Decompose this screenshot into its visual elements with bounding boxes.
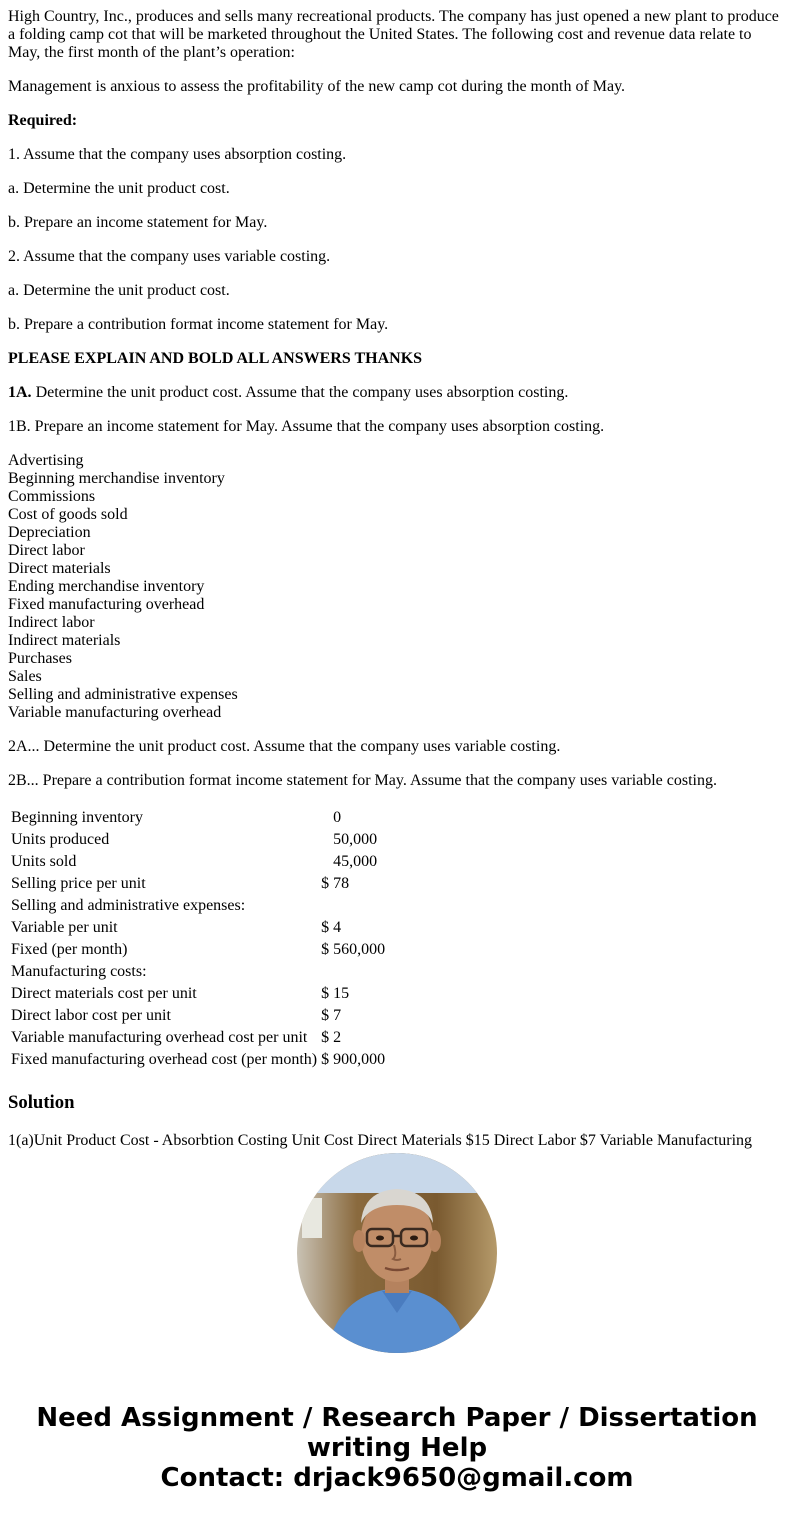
row-currency [320, 808, 330, 828]
list-item: Cost of goods sold [8, 506, 128, 523]
question-1a: 1A. Determine the unit product cost. Assume that the company uses absorption costing. [8, 384, 569, 401]
row-value: 78 [333, 875, 350, 892]
list-item: Beginning merchandise inventory [8, 470, 225, 487]
list-item: Advertising [8, 452, 84, 469]
list-item: Direct labor [8, 542, 85, 559]
list-item: Commissions [8, 488, 96, 505]
table-row [10, 874, 386, 894]
row-currency [320, 896, 330, 916]
row-currency [320, 852, 330, 872]
row-value: 15 [333, 985, 350, 1002]
author-avatar [297, 1153, 497, 1353]
requirement-1a: a. Determine the unit product cost. [8, 180, 230, 197]
row-currency [320, 962, 330, 982]
row-label: Beginning inventory [11, 809, 143, 826]
requirement-1: 1. Assume that the company uses absorption costing. [8, 146, 347, 163]
promo-line-1: Need Assignment / Research Paper / Dissertation [36, 1403, 758, 1433]
question-2a: 2A... Determine the unit product cost. Assume that the company uses variable costing. [8, 738, 561, 755]
solution-heading: Solution [8, 1092, 75, 1113]
row-currency: $ [321, 985, 330, 1002]
row-currency: $ [321, 941, 330, 958]
please-note: PLEASE EXPLAIN AND BOLD ALL ANSWERS THANKS [8, 350, 423, 367]
row-label: Direct materials cost per unit [11, 985, 197, 1002]
row-currency [320, 830, 330, 850]
row-value: 50,000 [333, 831, 378, 848]
row-value: 900,000 [333, 1051, 386, 1068]
list-item: Depreciation [8, 524, 91, 541]
table-row [10, 830, 386, 850]
requirement-1b: b. Prepare an income statement for May. [8, 214, 268, 231]
table-row [10, 1006, 386, 1026]
cost-data-table [8, 806, 388, 1072]
row-currency: $ [321, 1051, 330, 1068]
row-value: 2 [333, 1029, 342, 1046]
row-label: Variable manufacturing overhead cost per unit [11, 1029, 308, 1046]
list-item: Ending merchandise inventory [8, 578, 205, 595]
list-item: Selling and administrative expenses [8, 686, 238, 703]
list-item: Indirect labor [8, 614, 95, 631]
table-row [10, 1028, 386, 1048]
intro-paragraph: High Country, Inc., produces and sells many recreational products. The company has just opened a new plant to produce a folding camp cot that will be marketed throughout the United States. The following cost and revenue data relate to May, the first month of the plant’s operation: [8, 8, 779, 61]
table-row [10, 962, 386, 982]
question-2b: 2B... Prepare a contribution format income statement for May. Assume that the company uses variable costing. [8, 772, 717, 789]
question-1b: 1B. Prepare an income statement for May. Assume that the company uses absorption costing. [8, 418, 605, 435]
list-item: Purchases [8, 650, 72, 667]
row-currency: $ [321, 1007, 330, 1024]
list-item: Sales [8, 668, 42, 685]
row-label: Variable per unit [11, 919, 118, 936]
row-value: 7 [333, 1007, 342, 1024]
row-label: Units produced [11, 831, 110, 848]
account-list [8, 452, 786, 722]
promo-banner [0, 1403, 794, 1493]
row-value: 560,000 [333, 941, 386, 958]
row-label: Manufacturing costs: [11, 963, 147, 980]
row-label: Selling and administrative expenses: [11, 897, 246, 914]
row-label: Fixed (per month) [11, 941, 128, 958]
table-row [10, 984, 386, 1004]
promo-line-2: writing Help [306, 1433, 488, 1463]
requirement-2: 2. Assume that the company uses variable costing. [8, 248, 331, 265]
solution-text: 1(a)Unit Product Cost - Absorbtion Costing Unit Cost Direct Materials $15 Direct Labor $7 Variable Manufacturing [8, 1132, 753, 1149]
requirement-2a: a. Determine the unit product cost. [8, 282, 230, 299]
table-row [10, 808, 386, 828]
row-label: Selling price per unit [11, 875, 146, 892]
list-item: Direct materials [8, 560, 111, 577]
list-item: Variable manufacturing overhead [8, 704, 222, 721]
row-label: Fixed manufacturing overhead cost (per month) [11, 1051, 318, 1068]
table-row [10, 852, 386, 872]
table-row [10, 918, 386, 938]
row-value: 45,000 [333, 853, 378, 870]
row-value [332, 896, 386, 916]
row-value: 4 [333, 919, 342, 936]
table-row [10, 940, 386, 960]
list-item: Indirect materials [8, 632, 121, 649]
table-row [10, 896, 386, 916]
required-heading: Required: [8, 112, 78, 129]
question-content [8, 8, 786, 1151]
management-paragraph: Management is anxious to assess the profitability of the new camp cot during the month of May. [8, 78, 626, 95]
requirement-2b: b. Prepare a contribution format income statement for May. [8, 316, 389, 333]
row-label: Direct labor cost per unit [11, 1007, 171, 1024]
row-currency: $ [321, 1029, 330, 1046]
promo-contact[interactable]: Contact: drjack9650@gmail.com [160, 1463, 634, 1493]
table-row [10, 1050, 386, 1070]
list-item: Fixed manufacturing overhead [8, 596, 205, 613]
row-label: Units sold [11, 853, 77, 870]
row-currency: $ [321, 919, 330, 936]
row-currency: $ [321, 875, 330, 892]
row-value [332, 962, 386, 982]
row-value: 0 [333, 809, 342, 826]
